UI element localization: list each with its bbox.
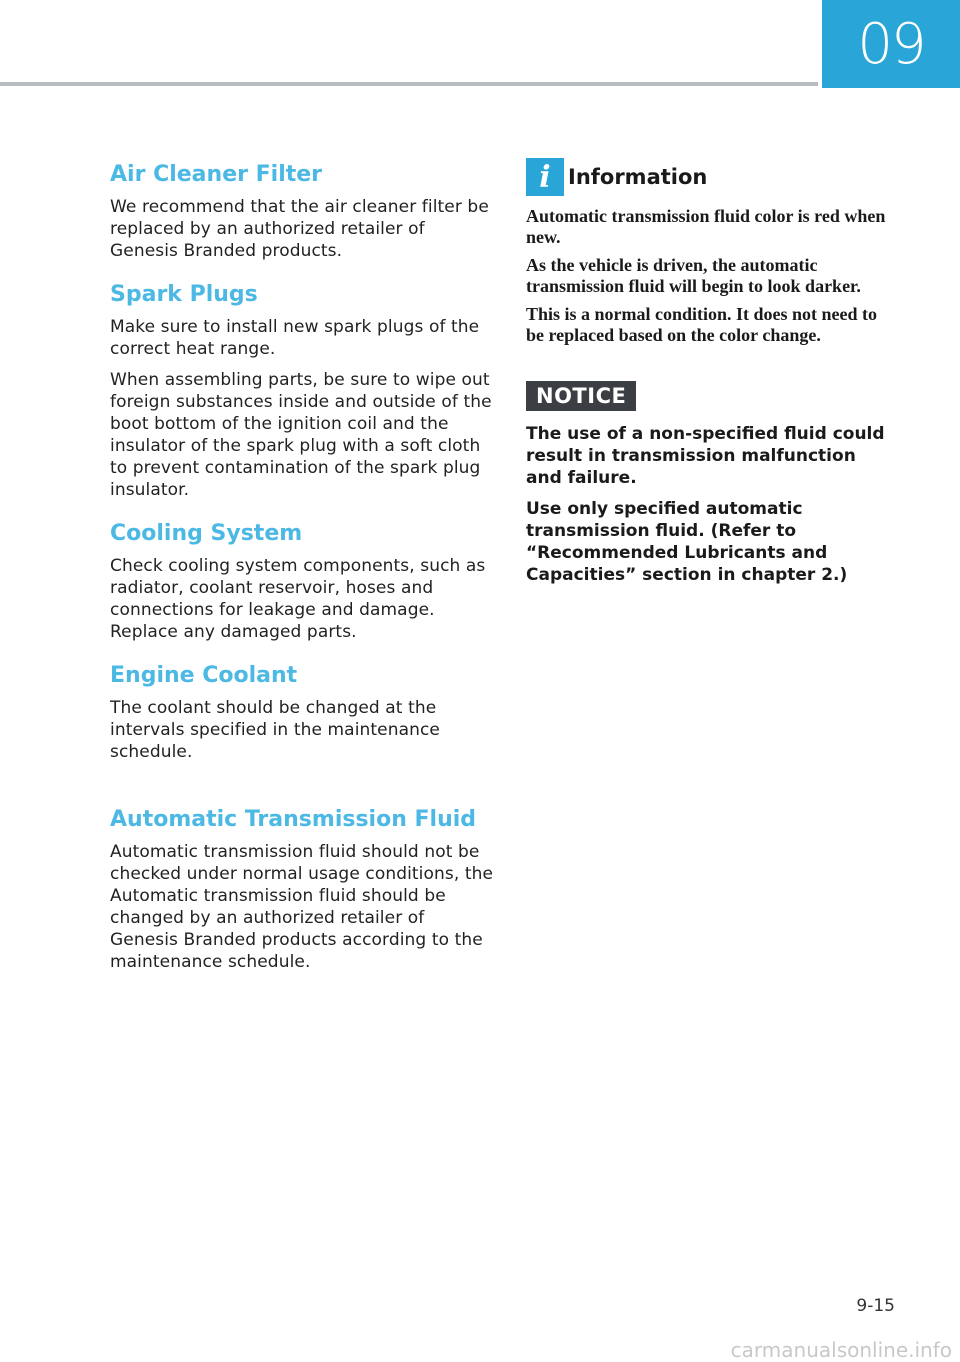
- information-paragraph: Automatic transmission fluid color is red when new.: [526, 206, 886, 247]
- section-heading: Automatic Transmission Fluid: [110, 807, 477, 832]
- section-air-cleaner: [110, 160, 495, 262]
- section-engine-coolant: [110, 661, 495, 763]
- information-title: Information: [568, 165, 708, 189]
- section-paragraph: When assembling parts, be sure to wipe out foreign substances inside and outside of the boot bottom of the ignition coil and the insulator of the spark plug with a soft cloth to prevent contamination of the spark plug insulator.: [110, 370, 492, 500]
- section-paragraph: The coolant should be changed at the intervals specified in the maintenance schedule.: [110, 698, 440, 762]
- top-rule: [0, 82, 818, 86]
- chapter-tab: 09: [822, 0, 960, 88]
- notice-paragraph: The use of a non-specified fluid could result in transmission malfunction and failure.: [526, 424, 885, 488]
- left-column: [110, 160, 495, 991]
- section-heading: Cooling System: [110, 521, 303, 546]
- section-cooling-system: [110, 519, 495, 643]
- section-paragraph: We recommend that the air cleaner filter be replaced by an authorized retailer of Genesis Branded products.: [110, 197, 489, 261]
- notice-badge: NOTICE: [526, 381, 636, 411]
- section-heading: Engine Coolant: [110, 663, 298, 688]
- section-paragraph: Automatic transmission fluid should not be checked under normal usage conditions, the Automatic transmission fluid should be changed by an authorized retailer of Genesis Branded products according to the maintenance schedule.: [110, 842, 494, 972]
- section-heading: Air Cleaner Filter: [110, 162, 323, 187]
- page-number: 9-15: [856, 1296, 895, 1316]
- info-icon: i: [526, 158, 564, 196]
- watermark: carmanualsonline.info: [730, 1338, 952, 1362]
- section-paragraph: Make sure to install new spark plugs of the correct heat range.: [110, 317, 480, 359]
- right-column: [526, 158, 896, 595]
- section-transmission-fluid: [110, 805, 495, 973]
- information-header: [526, 158, 896, 196]
- information-paragraph: This is a normal condition. It does not need to be replaced based on the color change.: [526, 304, 878, 345]
- section-spark-plugs: [110, 280, 495, 501]
- section-paragraph: Check cooling system components, such as radiator, coolant reservoir, hoses and connections for leakage and damage. Replace any damaged parts.: [110, 556, 486, 642]
- section-heading: Spark Plugs: [110, 282, 258, 307]
- information-paragraph: As the vehicle is driven, the automatic transmission fluid will begin to look darker.: [526, 255, 861, 296]
- notice-paragraph: Use only specified automatic transmission fluid. (Refer to “Recommended Lubricants and Capacities” section in chapter 2.): [526, 499, 848, 585]
